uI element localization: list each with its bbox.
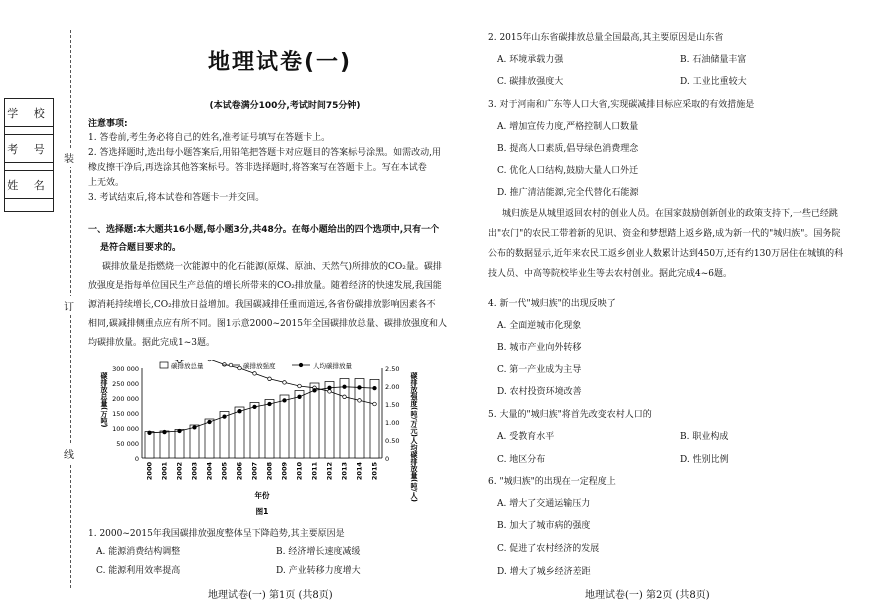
y-axis-title: 碳排放总量(万吨)	[100, 372, 108, 428]
x-tick-label: 2005	[220, 462, 229, 481]
per-capita-emission-point	[358, 386, 362, 390]
question-5-stem: 5. 大量的"城归族"将首先改变农村人口的	[488, 410, 652, 420]
footer-left: 地理试卷(一) 第1页 (共8页)	[208, 590, 333, 601]
q3-option-b[interactable]: B. 提高人口素质,倡导绿色消费理念	[497, 144, 639, 154]
x-tick-label: 2011	[310, 462, 319, 481]
q5-option-a[interactable]: A. 受教育水平	[497, 432, 555, 442]
section-heading: 一、选择题:本大题共16小题,每小题3分,共48分。在每小题给出的四个选项中,只有一个	[88, 225, 440, 235]
y-tick-label: 50 000	[116, 440, 139, 448]
x-tick-label: 2009	[280, 462, 289, 481]
y-tick-label: 300 000	[112, 365, 139, 373]
legend-point-swatch	[229, 363, 233, 367]
y-tick-label: 250 000	[112, 380, 139, 388]
per-capita-emission-point	[178, 429, 182, 433]
x-tick-label: 2006	[235, 462, 244, 481]
q2-option-b[interactable]: B. 石油储量丰富	[680, 55, 747, 65]
y-tick-label: 100 000	[112, 425, 139, 433]
question-2-stem: 2. 2015年山东省碳排放总量全国最高,其主要原因是山东省	[488, 33, 724, 43]
question-6-stem: 6. "城归族"的出现在一定程度上	[488, 477, 616, 487]
school-label: 学 校	[5, 99, 53, 127]
name-field[interactable]	[5, 199, 53, 211]
bar-total-emission	[340, 379, 349, 459]
q6-option-d[interactable]: D. 增大了城乡经济差距	[497, 567, 591, 577]
q1-option-d[interactable]: D. 产业转移力度增大	[276, 566, 361, 576]
x-tick-label: 2004	[205, 462, 214, 481]
per-capita-emission-point	[283, 399, 287, 403]
legend-point-swatch	[299, 363, 303, 367]
q1-option-a[interactable]: A. 能源消费结构调整	[96, 547, 181, 557]
y2-tick-label: 2.00	[385, 383, 400, 391]
x-tick-label: 2014	[355, 462, 364, 481]
y2-axis-title: 碳排放强度(吨/万元)人均碳排放量(吨/人)	[410, 372, 418, 502]
q6-option-a[interactable]: A. 增大了交通运输压力	[497, 499, 591, 509]
emission-intensity-point	[283, 381, 287, 385]
per-capita-emission-point	[148, 431, 152, 435]
emission-intensity-point	[268, 377, 272, 381]
passage-line: 相同,碳减排侧重点应有所不同。图1示意2000~2015年全国碳排放总量、碳排放强度和人	[88, 319, 447, 329]
x-tick-label: 2010	[295, 462, 304, 481]
x-tick-label: 2007	[250, 462, 259, 481]
bar-total-emission	[265, 400, 274, 459]
per-capita-emission-point	[223, 415, 227, 419]
bar-total-emission	[190, 425, 199, 458]
x-tick-label: 2000	[145, 462, 154, 481]
page-title: 地理试卷(一)	[207, 50, 353, 75]
passage-line: 放强度是指每单位国民生产总值的增长所带来的CO₂排放量。随着经济的快速发展,我国能	[88, 281, 442, 291]
q6-option-c[interactable]: C. 促进了农村经济的发展	[497, 544, 600, 554]
binding-char-ding: 订	[64, 296, 74, 315]
per-capita-emission-point	[193, 426, 197, 430]
passage-line: 出"农门"的农民工带着新的见识、资金和梦想踏上返乡路,成为新一代的"城归族"。国务院	[488, 229, 841, 239]
emission-intensity-point	[208, 360, 212, 361]
bar-total-emission	[370, 379, 379, 458]
legend-label: 碳排放强度	[243, 362, 276, 370]
y-tick-label: 0	[134, 455, 139, 463]
q5-option-c[interactable]: C. 地区分布	[497, 455, 546, 465]
carbon-emission-chart	[92, 360, 422, 520]
q4-option-d[interactable]: D. 农村投资环境改善	[497, 387, 582, 397]
name-label: 姓 名	[5, 171, 53, 199]
passage-line: 公布的数据显示,近年来农民工返乡创业人数累计达到450万,还有约130万居住在城镇的科	[488, 249, 844, 259]
y2-tick-label: 1.00	[385, 419, 400, 427]
y2-tick-label: 0.50	[385, 437, 400, 445]
school-field[interactable]	[5, 127, 53, 135]
q6-option-b[interactable]: B. 加大了城市病的强度	[497, 521, 591, 531]
x-tick-label: 2008	[265, 462, 274, 481]
bar-total-emission	[295, 391, 304, 459]
bar-total-emission	[355, 379, 364, 459]
per-capita-emission-point	[343, 385, 347, 389]
note-item: 橡皮擦干净后,再选涂其他答案标号。答非选择题时,将答案写在答题卡上。写在本试卷	[88, 163, 427, 173]
q1-option-c[interactable]: C. 能源利用效率提高	[96, 566, 181, 576]
notes-heading: 注意事项:	[88, 119, 128, 129]
note-item: 1. 答卷前,考生务必将自己的姓名,准考证号填写在答题卡上。	[88, 133, 331, 143]
y2-tick-label: 2.50	[385, 365, 400, 373]
question-4-stem: 4. 新一代"城归族"的出现反映了	[488, 299, 616, 309]
per-capita-emission-point	[328, 386, 332, 390]
note-item: 3. 考试结束后,将本试卷和答题卡一并交回。	[88, 193, 265, 203]
passage-1	[88, 258, 458, 353]
exam-number-field[interactable]	[5, 163, 53, 171]
student-info-box	[4, 98, 54, 212]
passage-line: 均碳排放量。据此完成1~3题。	[88, 338, 215, 348]
bar-total-emission	[235, 407, 244, 458]
q3-option-c[interactable]: C. 优化人口结构,鼓励大量人口外迁	[497, 166, 639, 176]
x-tick-label: 2013	[340, 462, 349, 481]
x-tick-label: 2001	[160, 462, 169, 481]
q3-option-d[interactable]: D. 推广清洁能源,完全代替化石能源	[497, 188, 639, 198]
x-tick-label: 2012	[325, 462, 334, 481]
exam-info: (本试卷满分100分,考试时间75分钟)	[209, 101, 361, 111]
q5-option-d[interactable]: D. 性别比例	[680, 455, 729, 465]
x-tick-label: 2003	[190, 462, 199, 481]
exam-number-label: 考 号	[5, 135, 53, 163]
bar-total-emission	[205, 419, 214, 458]
bar-total-emission	[310, 383, 319, 458]
emission-intensity-point	[343, 395, 347, 399]
x-tick-label: 2002	[175, 462, 184, 481]
bar-total-emission	[250, 403, 259, 459]
emission-intensity-point	[358, 399, 362, 403]
per-capita-emission-point	[208, 420, 212, 424]
per-capita-emission-point	[238, 409, 242, 413]
x-tick-label: 2015	[370, 462, 379, 481]
q4-option-a[interactable]: A. 全面逆城市化现象	[497, 321, 582, 331]
footer-right: 地理试卷(一) 第2页 (共8页)	[585, 590, 710, 601]
q5-option-b[interactable]: B. 职业构成	[680, 432, 729, 442]
emission-intensity-point	[373, 402, 377, 406]
emission-intensity-point	[253, 372, 257, 376]
q1-option-b[interactable]: B. 经济增长速度减缓	[276, 547, 361, 557]
passage-line: 源消耗持续增长,CO₂排放日益增加。我国碳减排任重而道远,各省份碳排放影响因素各不	[88, 300, 436, 310]
emission-intensity-point	[328, 390, 332, 394]
y2-tick-label: 0	[385, 455, 390, 463]
bar-total-emission	[280, 395, 289, 458]
binding-char-xian: 线	[64, 444, 74, 463]
per-capita-emission-point	[268, 402, 272, 406]
y-tick-label: 150 000	[112, 410, 139, 418]
passage-line: 城归族是从城里返回农村的创业人员。在国家鼓励创新创业的政策支持下,一些已经跳	[502, 209, 838, 219]
q4-option-c[interactable]: C. 第一产业成为主导	[497, 365, 582, 375]
bar-total-emission	[160, 431, 169, 458]
emission-intensity-point	[298, 384, 302, 388]
bar-total-emission	[175, 430, 184, 459]
legend-label: 碳排放总量	[171, 362, 204, 370]
bar-total-emission	[145, 432, 154, 458]
per-capita-emission-point	[373, 386, 377, 390]
per-capita-emission-point	[298, 395, 302, 399]
passage-line: 碳排放量是指燃烧一次能源中的化石能源(原煤、原油、天然气)所排放的CO₂量。碳排	[102, 262, 442, 272]
question-3-stem: 3. 对于河南和广东等人口大省,实现碳减排目标应采取的有效措施是	[488, 100, 755, 110]
x-axis-title: 年份	[254, 491, 270, 500]
per-capita-emission-point	[313, 389, 317, 393]
emission-intensity-point	[238, 366, 242, 370]
y2-tick-label: 1.50	[385, 401, 400, 409]
chart-caption: 图1	[255, 507, 269, 516]
q2-option-a[interactable]: A. 环境承载力强	[497, 55, 564, 65]
q4-option-b[interactable]: B. 城市产业向外转移	[497, 343, 582, 353]
per-capita-emission-point	[163, 430, 167, 434]
q2-option-d[interactable]: D. 工业比重较大	[680, 77, 747, 87]
passage-line: 技人员、中高等院校毕业生等去农村创业。据此完成4~6题。	[488, 269, 732, 279]
legend-bar-swatch	[160, 362, 168, 368]
note-item: 2. 答选择题时,选出每小题答案后,用铅笔把答题卡对应题目的答案标号涂黑。如需改动,用	[88, 148, 442, 158]
note-item: 上无效。	[88, 178, 125, 188]
section-heading-cont: 是符合题目要求的。	[100, 243, 182, 253]
legend-label: 人均碳排放量	[313, 362, 352, 370]
q2-option-c[interactable]: C. 碳排放强度大	[497, 77, 564, 87]
per-capita-emission-point	[253, 405, 257, 409]
q3-option-a[interactable]: A. 增加宣传力度,严格控制人口数量	[497, 122, 639, 132]
question-1-stem: 1. 2000~2015年我国碳排放强度整体呈下降趋势,其主要原因是	[88, 529, 345, 539]
passage-2	[488, 204, 858, 284]
binding-char-zhuang: 装	[64, 148, 74, 167]
emission-intensity-point	[223, 363, 227, 367]
y-tick-label: 200 000	[112, 395, 139, 403]
